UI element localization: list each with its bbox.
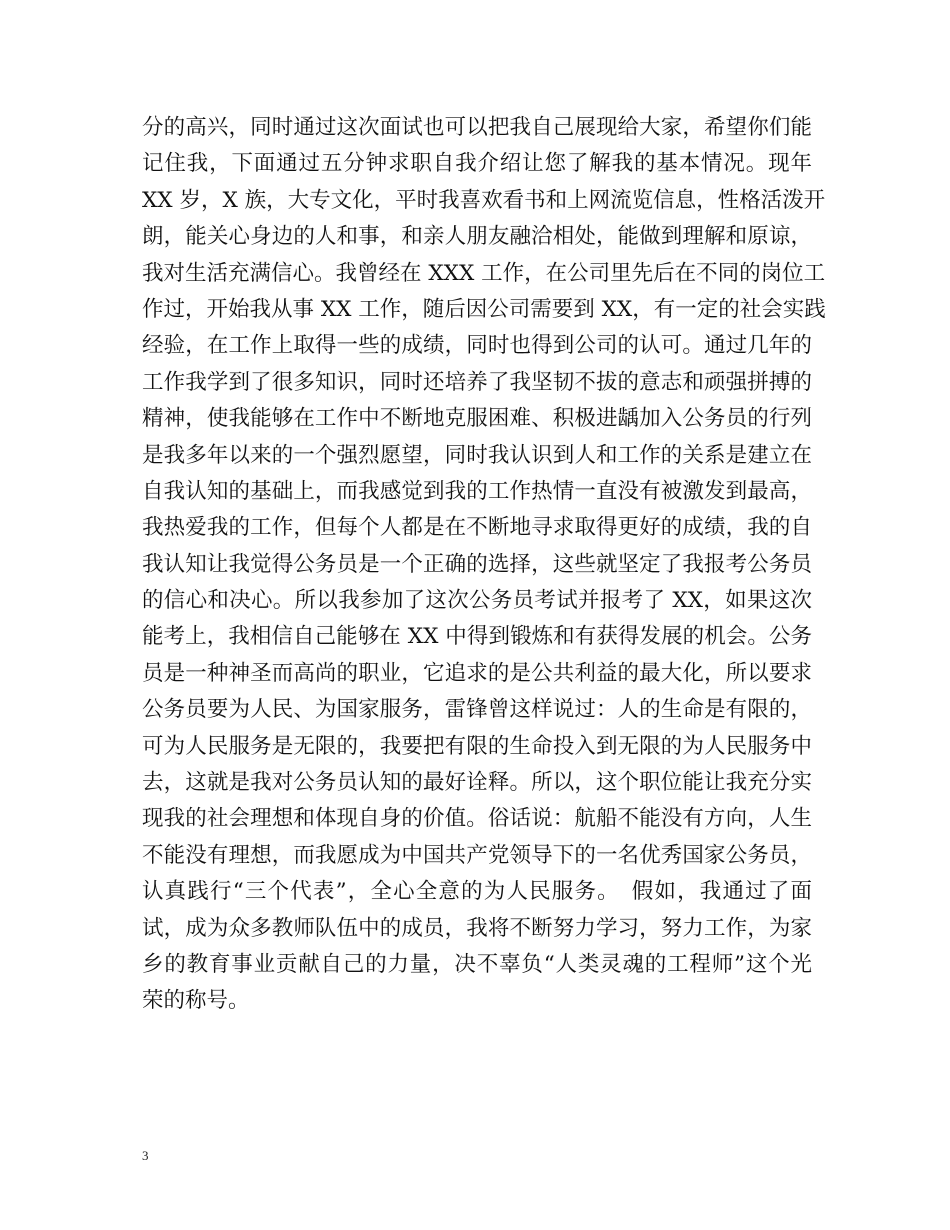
page-number: 3	[142, 1148, 149, 1163]
text-line: 分的高兴，同时通过这次面试也可以把我自己展现给大家，希望你们能	[142, 115, 812, 140]
text-line: 能考上，我相信自己能够在 XX 中得到锻炼和有获得发展的机会。公务	[142, 624, 812, 650]
text-line: 认真践行“三个代表”，全心全意的为人民服务。 假如，我通过了面	[142, 879, 812, 905]
text-line: 荣的称号。	[142, 988, 250, 1014]
text-line: 我热爱我的工作，但每个人都是在不断地寻求取得更好的成绩，我的自	[142, 515, 812, 541]
text-line: 记住我，下面通过五分钟求职自我介绍让您了解我的基本情况。现年	[142, 151, 812, 177]
text-line: XX 岁，X 族，大专文化，平时我喜欢看书和上网流览信息，性格活泼开	[142, 187, 826, 213]
text-line: 公务员要为人民、为国家服务，雷锋曾这样说过：人的生命是有限的，	[142, 697, 812, 723]
text-line: 朗，能关心身边的人和事，和亲人朋友融洽相处，能做到理解和原谅，	[142, 224, 812, 250]
text-line: 作过，开始我从事 XX 工作，随后因公司需要到 XX，有一定的社会实践	[142, 296, 826, 322]
text-line: 是我多年以来的一个强烈愿望，同时我认识到人和工作的关系是建立在	[142, 442, 812, 468]
text-line: 我认知让我觉得公务员是一个正确的选择，这些就坚定了我报考公务员	[142, 551, 812, 577]
text-line: 去，这就是我对公务员认知的最好诠释。所以，这个职位能让我充分实	[142, 770, 812, 796]
text-line: 我对生活充满信心。我曾经在 XXX 工作，在公司里先后在不同的岗位工	[142, 260, 826, 286]
text-line: 试，成为众多教师队伍中的成员，我将不断努力学习，努力工作，为家	[142, 915, 812, 941]
body-paragraph	[142, 110, 826, 1020]
text-line: 乡的教育事业贡献自己的力量，决不辜负“人类灵魂的工程师”这个光	[142, 951, 812, 977]
text-line: 精神，使我能够在工作中不断地克服困难、积极进龋加入公务员的行列	[142, 406, 812, 432]
text-line: 员是一种神圣而高尚的职业，它追求的是公共利益的最大化，所以要求	[142, 660, 812, 686]
text-line: 自我认知的基础上，而我感觉到我的工作热情一直没有被激发到最高，	[142, 478, 812, 504]
text-line: 经验，在工作上取得一些的成绩，同时也得到公司的认可。通过几年的	[142, 333, 812, 359]
text-line: 工作我学到了很多知识，同时还培养了我坚韧不拔的意志和顽强拼搏的	[142, 369, 812, 395]
text-line: 现我的社会理想和体现自身的价值。俗话说：航船不能没有方向，人生	[142, 806, 812, 832]
text-line: 的信心和决心。所以我参加了这次公务员考试并报考了 XX，如果这次	[142, 588, 812, 614]
text-line: 可为人民服务是无限的，我要把有限的生命投入到无限的为人民服务中	[142, 733, 812, 759]
text-line: 不能没有理想，而我愿成为中国共产党领导下的一名优秀国家公务员，	[142, 842, 812, 868]
